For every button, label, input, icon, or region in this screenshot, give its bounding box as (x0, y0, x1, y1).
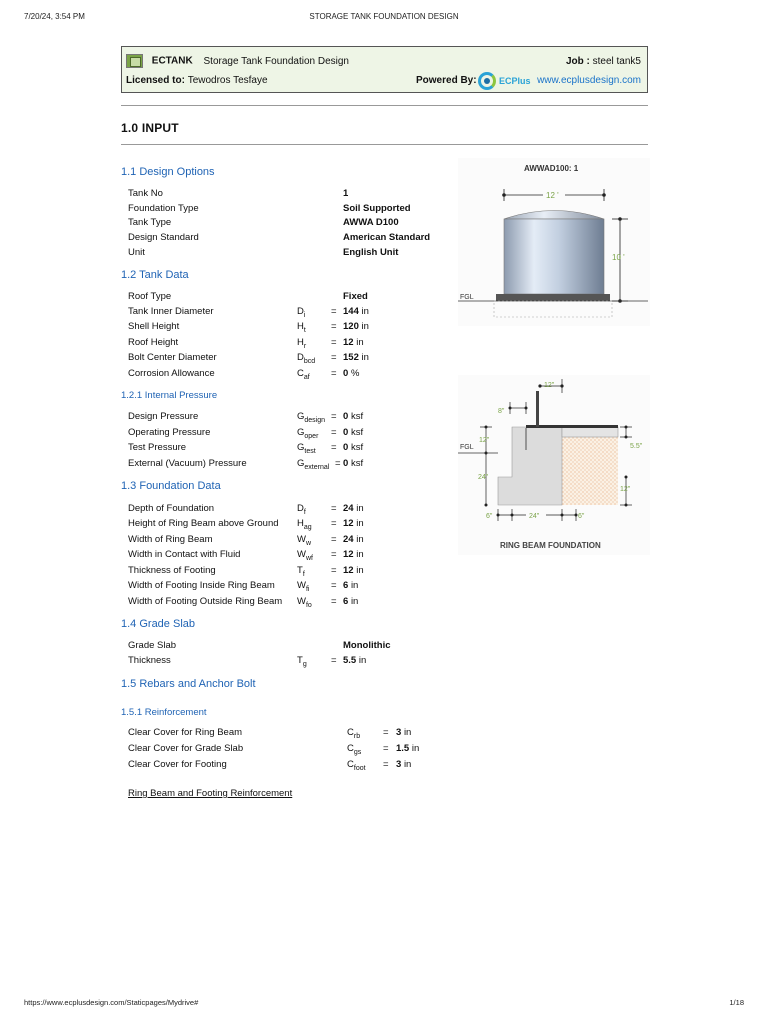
job-label: Job : (565, 56, 590, 67)
label: Thickness (128, 655, 171, 666)
value: Monolithic (343, 640, 391, 651)
value: 0 ksf (343, 442, 364, 453)
label: Width of Footing Outside Ring Beam (128, 596, 283, 607)
job-info (566, 56, 641, 67)
value: AWWA D100 (343, 217, 399, 228)
value: 0 ksf (343, 458, 364, 469)
licensed-value: Tewodros Tesfaye (187, 75, 268, 86)
value: 120 in (343, 321, 369, 332)
symbol: $G_{oper}$ (297, 427, 319, 440)
label: Shell Height (128, 321, 180, 332)
depth-label: 24" (478, 474, 489, 481)
ring-beam-figure-title: RING BEAM FOUNDATION (500, 541, 601, 550)
value: 24 in (343, 503, 364, 514)
heading-foundation-data: 1.3 Foundation Data (121, 480, 221, 492)
app-title: Storage Tank Foundation Design (203, 55, 349, 67)
symbol: $W_w$ (297, 534, 312, 547)
value: 6 in (343, 596, 359, 607)
fgl-label: FGL (460, 294, 474, 301)
label: Width in Contact with Fluid (128, 549, 241, 560)
tank-bottom-plate (526, 425, 618, 428)
symbol: $D_{bcd}$ (297, 352, 316, 365)
symbol: $H_t$ (297, 321, 306, 334)
symbol: $G_{design}$ (297, 411, 326, 424)
label: Tank No (128, 188, 163, 199)
label: Operating Pressure (128, 427, 211, 438)
heading-rebars: 1.5 Rebars and Anchor Bolt (121, 678, 256, 690)
value: Fixed (343, 291, 368, 302)
value: 1 (343, 188, 349, 199)
symbol: $C_{gs}$ (347, 743, 362, 756)
label: Design Standard (128, 232, 199, 243)
tank-shell-wall (536, 391, 539, 427)
print-footer (24, 998, 744, 1010)
value: 12 in (343, 337, 364, 348)
symbol: $D_i$ (297, 306, 306, 319)
tank-base (496, 294, 610, 301)
fgl-label: FGL (460, 444, 474, 451)
slab-label: 5.5" (630, 443, 643, 450)
symbol: $C_{foot}$ (347, 759, 366, 772)
heading-grade-slab: 1.4 Grade Slab (121, 618, 195, 630)
value: 3 in (396, 759, 412, 770)
value: 144 in (343, 306, 369, 317)
soil-fill (562, 437, 618, 505)
symbol: $W_{fo}$ (297, 596, 312, 609)
label: External (Vacuum) Pressure (128, 458, 247, 469)
label: Grade Slab (128, 640, 177, 651)
above-ground-label: 12" (479, 437, 490, 444)
symbol: $D_f$ (297, 503, 306, 516)
symbol: $H_r$ (297, 337, 307, 350)
symbol: $W_{fi}$ (297, 580, 310, 593)
print-doc-title: STORAGE TANK FOUNDATION DESIGN (309, 12, 459, 21)
grade-slab (562, 427, 618, 437)
value: 24 in (343, 534, 364, 545)
label: Bolt Center Diameter (128, 352, 217, 363)
symbol: $T_f$ (297, 565, 305, 578)
divider-input (121, 144, 648, 145)
print-page-number: 1/18 (729, 998, 744, 1007)
value: 12 in (343, 518, 364, 529)
label: Clear Cover for Ring Beam (128, 727, 243, 738)
value: 6 in (343, 580, 359, 591)
label: Clear Cover for Footing (128, 759, 227, 770)
value: 0 ksf (343, 411, 364, 422)
print-url: https://www.ecplusdesign.com/Staticpages/Mydrive# (24, 998, 199, 1007)
app-name: ECTANK (151, 55, 193, 67)
value: Soil Supported (343, 203, 411, 214)
powered-by-label: Powered By: (416, 75, 477, 86)
label: Height of Ring Beam above Ground (128, 518, 279, 529)
symbol: $W_{wf}$ (297, 549, 313, 562)
heading-internal-pressure: 1.2.1 Internal Pressure (121, 390, 218, 401)
value: 0 ksf (343, 427, 364, 438)
bottom-right-label: 6" (578, 513, 585, 520)
divider-top (121, 105, 648, 106)
height-label: 10 ' (612, 253, 625, 262)
symbol: $H_{ag}$ (297, 518, 312, 531)
label: Width of Ring Beam (128, 534, 213, 545)
ecplus-logo-text: ECPlus (499, 76, 531, 86)
website-link[interactable]: www.ecplusdesign.com (537, 75, 641, 86)
licensed-to (126, 75, 268, 86)
symbol: $T_g$ (297, 655, 307, 668)
label: Foundation Type (128, 203, 199, 214)
bolt-dim-label: 8" (498, 408, 505, 415)
value: 12 in (343, 549, 364, 560)
heading-reinforcement: 1.5.1 Reinforcement (121, 707, 207, 718)
footing-label: 12" (620, 486, 631, 493)
heading-tank-data: 1.2 Tank Data (121, 269, 189, 281)
tank-figure-title: AWWAD100: 1 (524, 164, 579, 173)
symbol: $G_{test}$ (297, 442, 316, 455)
licensed-label: Licensed to: (126, 75, 185, 86)
heading-design-options: 1.1 Design Options (121, 166, 215, 178)
label: Corrosion Allowance (128, 368, 215, 379)
value: 3 in (396, 727, 412, 738)
value: 152 in (343, 352, 369, 363)
top-dim-label: 12" (544, 382, 555, 389)
ecplus-logo[interactable] (478, 71, 536, 91)
label: Test Pressure (128, 442, 187, 453)
tank-shell (504, 219, 604, 294)
print-header (24, 12, 744, 24)
label: Unit (128, 247, 145, 258)
link-ring-beam-reinforcement[interactable]: Ring Beam and Footing Reinforcement (128, 788, 293, 799)
diameter-label: 12 ' (546, 191, 559, 200)
value: English Unit (343, 247, 399, 258)
label: Depth of Foundation (128, 503, 215, 514)
label: Tank Type (128, 217, 172, 228)
bottom-mid-label: 24" (529, 513, 540, 520)
ecplus-dot-icon (484, 78, 490, 84)
value: 5.5 in (343, 655, 367, 666)
tank-elevation-figure (458, 158, 650, 326)
value: 1.5 in (396, 743, 420, 754)
section-title-input: 1.0 INPUT (121, 121, 179, 135)
ring-beam-figure (458, 375, 650, 555)
job-value: steel tank5 (592, 56, 641, 67)
label: Clear Cover for Grade Slab (128, 743, 244, 754)
value: American Standard (343, 232, 431, 243)
report-banner (121, 46, 648, 93)
label: Design Pressure (128, 411, 199, 422)
symbol: $C_{af}$ (297, 368, 310, 381)
value: 0 % (343, 368, 360, 379)
symbol: $C_{rb}$ (347, 727, 361, 740)
print-datetime: 7/20/24, 3:54 PM (24, 12, 85, 21)
value: 12 in (343, 565, 364, 576)
label: Roof Type (128, 291, 172, 302)
bottom-left-label: 6" (486, 513, 493, 520)
symbol: $G_{external}$ (297, 458, 330, 471)
label: Width of Footing Inside Ring Beam (128, 580, 275, 591)
label: Tank Inner Diameter (128, 306, 214, 317)
label: Thickness of Footing (128, 565, 216, 576)
ectank-logo-icon (126, 54, 143, 68)
label: Roof Height (128, 337, 179, 348)
